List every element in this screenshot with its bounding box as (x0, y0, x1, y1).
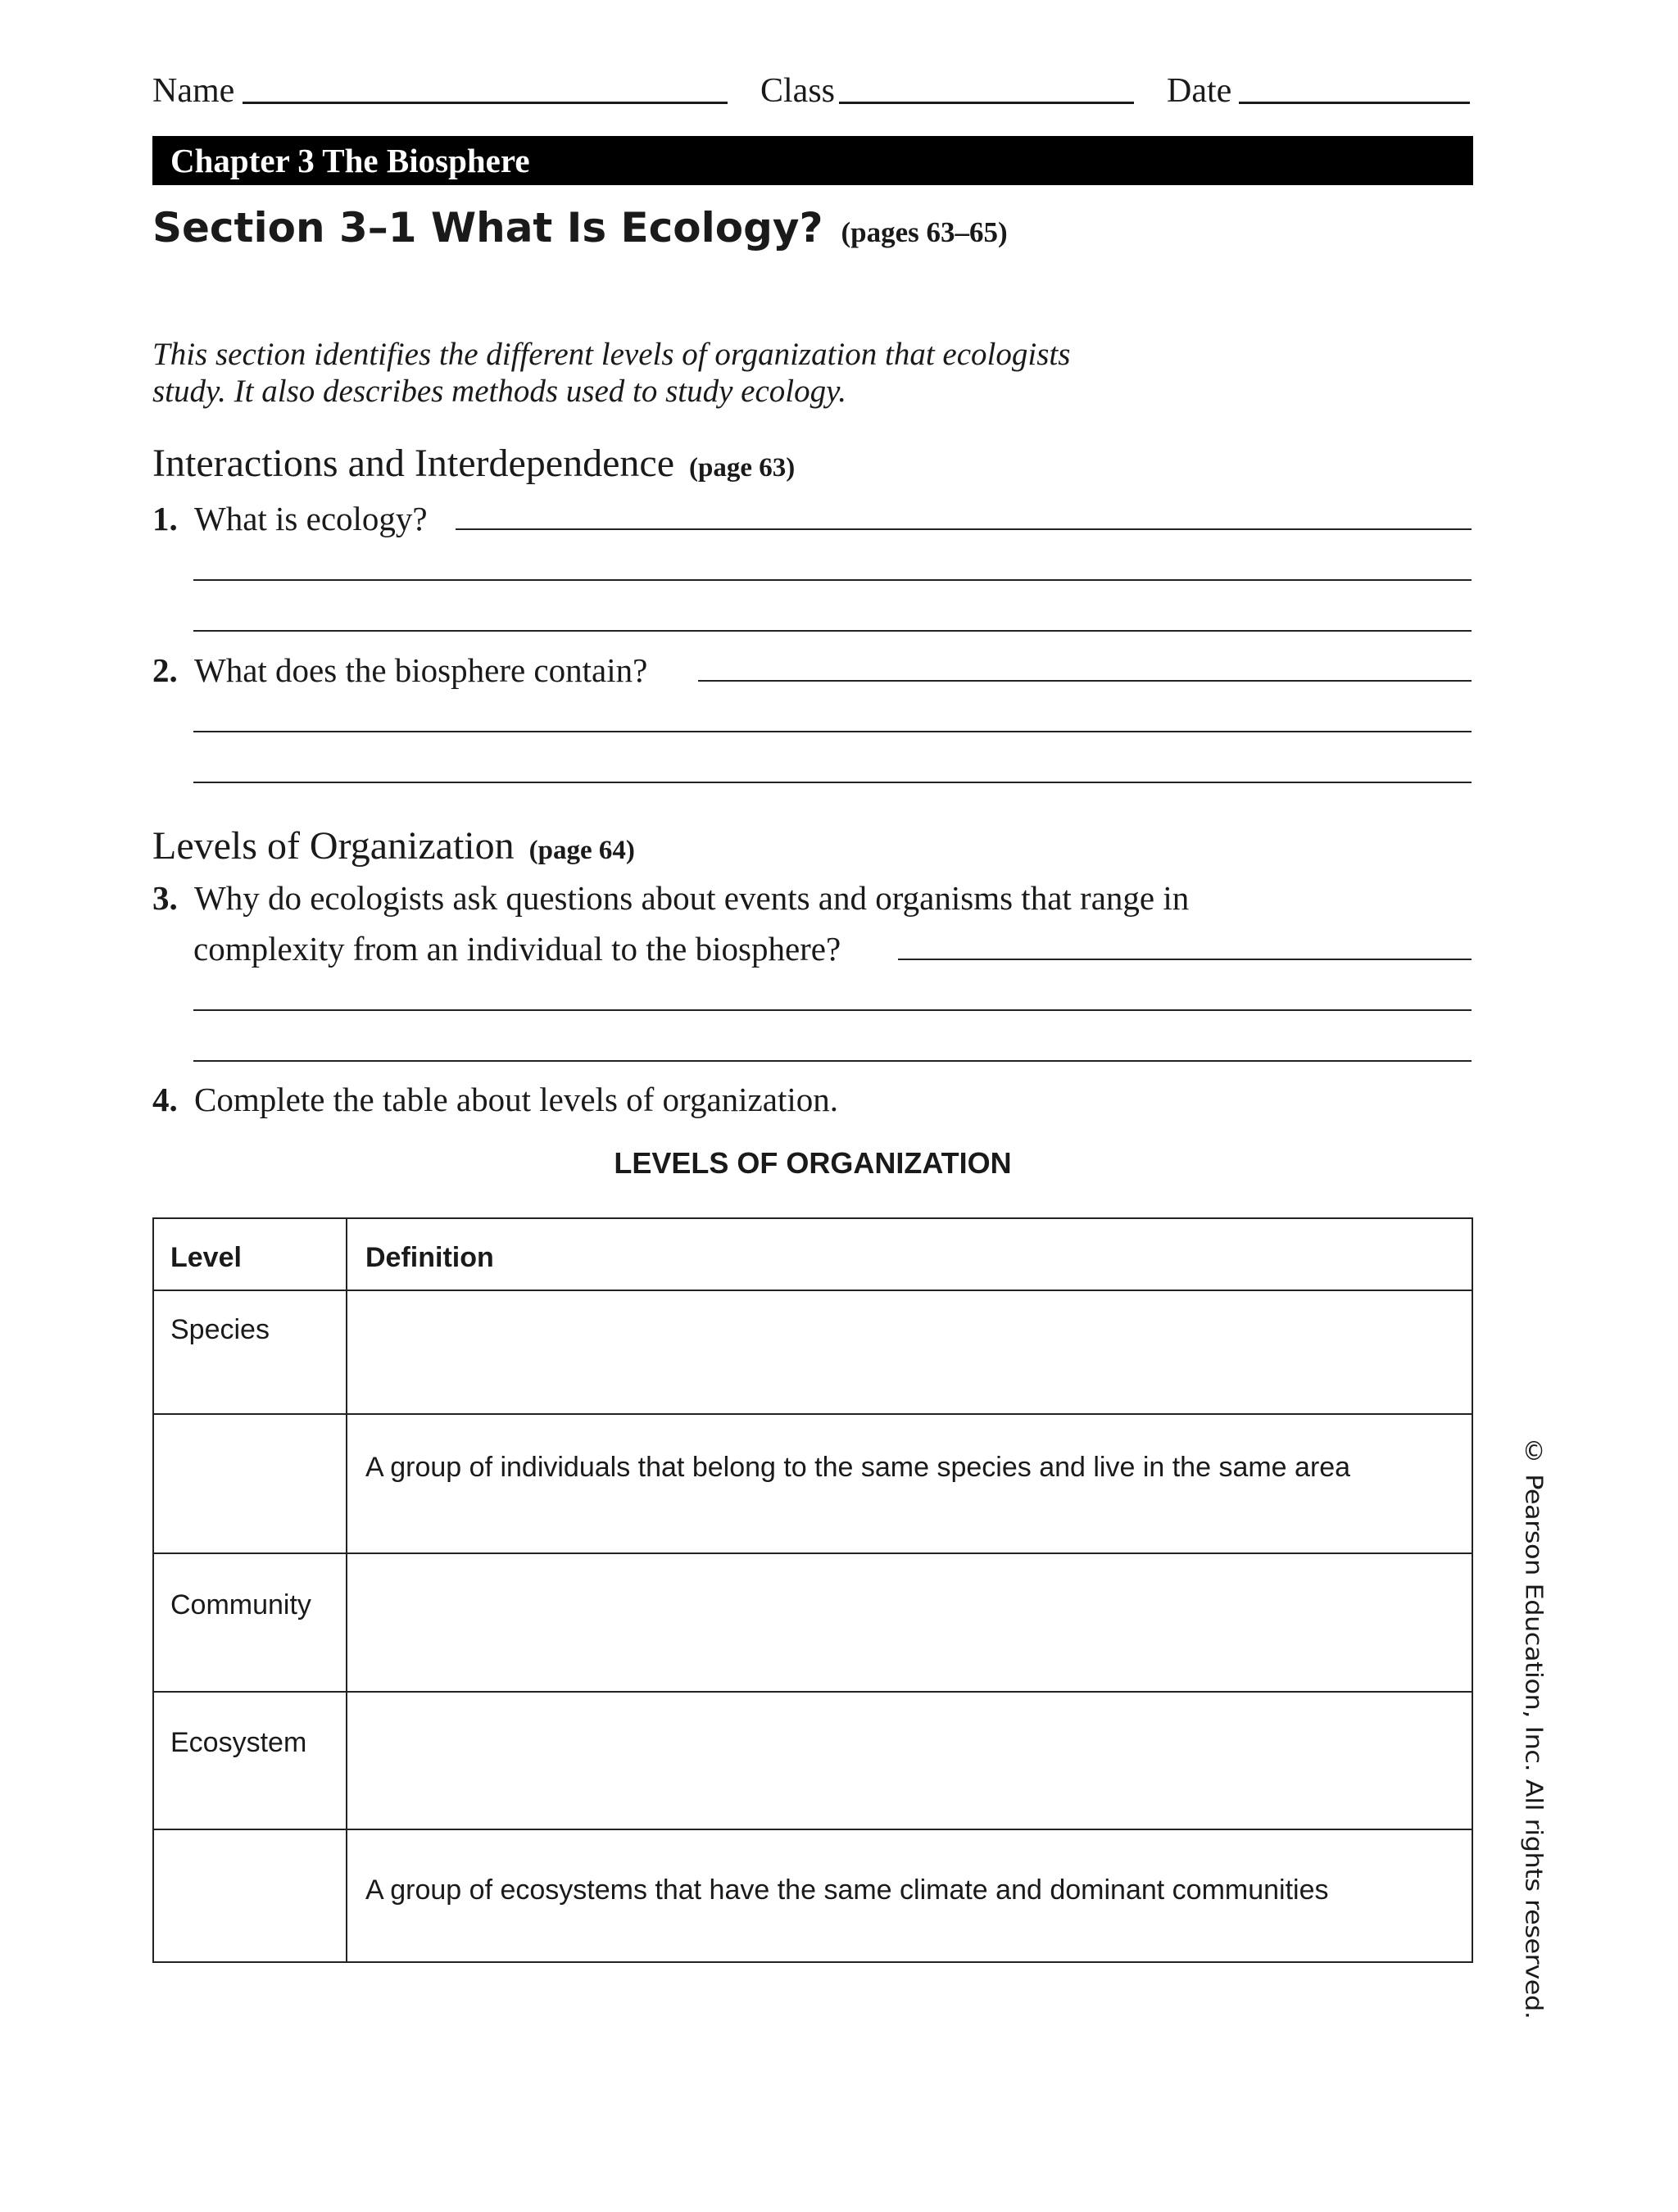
section-pages: (pages 63–65) (841, 216, 1008, 248)
answer-line[interactable] (456, 528, 1472, 530)
row-divider (152, 1829, 1473, 1830)
question-text: What does the biosphere contain? (194, 651, 648, 689)
table-title: LEVELS OF ORGANIZATION (614, 1146, 1012, 1180)
table-cell-definition: A group of ecosystems that have the same climate and dominant communities (365, 1874, 1329, 1906)
heading-title: Interactions and Interdependence (152, 442, 675, 485)
answer-line[interactable] (193, 1009, 1472, 1011)
question-number: 2. (152, 651, 178, 689)
class-field[interactable] (839, 102, 1134, 104)
table-border (1472, 1217, 1473, 1963)
heading-pages: (page 63) (689, 453, 796, 483)
table-border (152, 1961, 1473, 1963)
table-cell-level-blank[interactable] (154, 1830, 346, 1961)
question-3 (152, 879, 1190, 917)
heading-pages: (page 64) (528, 836, 635, 865)
question-number: 4. (152, 1081, 178, 1118)
intro-line: study. It also describes methods used to study ecology. (152, 374, 847, 409)
answer-line[interactable] (193, 782, 1472, 783)
table-cell-level: Community (170, 1589, 311, 1620)
name-field[interactable] (243, 102, 728, 104)
table-header-level: Level (170, 1242, 242, 1273)
question-text: Why do ecologists ask questions about events and organisms that range in (194, 879, 1190, 917)
chapter-title: Chapter 3 The Biosphere (170, 142, 530, 179)
heading-interactions (152, 444, 795, 483)
copyright-notice: © Pearson Education, Inc. All rights reserved. (1520, 1435, 1548, 2019)
question-2 (152, 651, 648, 689)
answer-line[interactable] (898, 959, 1472, 960)
table-cell-level: Species (170, 1314, 270, 1345)
question-1 (152, 502, 428, 536)
section-title-text: Section 3–1 What Is Ecology? (152, 204, 823, 252)
question-4 (152, 1083, 838, 1117)
question-number: 3. (152, 879, 178, 917)
table-cell-level: Ecosystem (170, 1727, 307, 1758)
chapter-banner (152, 136, 1473, 185)
name-label: Name (152, 72, 235, 110)
question-text: Complete the table about levels of organization. (194, 1081, 838, 1118)
section-title (152, 204, 1008, 252)
heading-levels (152, 824, 635, 868)
answer-line[interactable] (193, 731, 1472, 732)
question-3-continued: complexity from an individual to the biosphere? (193, 930, 841, 968)
question-number: 1. (152, 500, 178, 537)
table-border (152, 1217, 1473, 1219)
table-cell-definition: A group of individuals that belong to the same species and live in the same area (365, 1452, 1351, 1483)
table-header-definition: Definition (365, 1242, 494, 1273)
answer-line[interactable] (698, 680, 1472, 682)
table-cell-level-blank[interactable] (154, 1415, 346, 1552)
table-cell-definition-blank[interactable] (347, 1291, 1472, 1413)
answer-line[interactable] (193, 579, 1472, 581)
date-field[interactable] (1239, 102, 1470, 104)
intro-text (152, 336, 1381, 410)
intro-line: This section identifies the different levels of organization that ecologists (152, 337, 1071, 372)
class-label: Class (760, 72, 836, 110)
date-label: Date (1167, 72, 1232, 110)
heading-title: Levels of Organization (152, 824, 515, 868)
row-divider (152, 1413, 1473, 1415)
question-text: What is ecology? (194, 500, 428, 537)
table-cell-definition-blank[interactable] (347, 1554, 1472, 1691)
table-cell-definition-blank[interactable] (347, 1693, 1472, 1829)
answer-line[interactable] (193, 1060, 1472, 1062)
answer-line[interactable] (193, 630, 1472, 632)
